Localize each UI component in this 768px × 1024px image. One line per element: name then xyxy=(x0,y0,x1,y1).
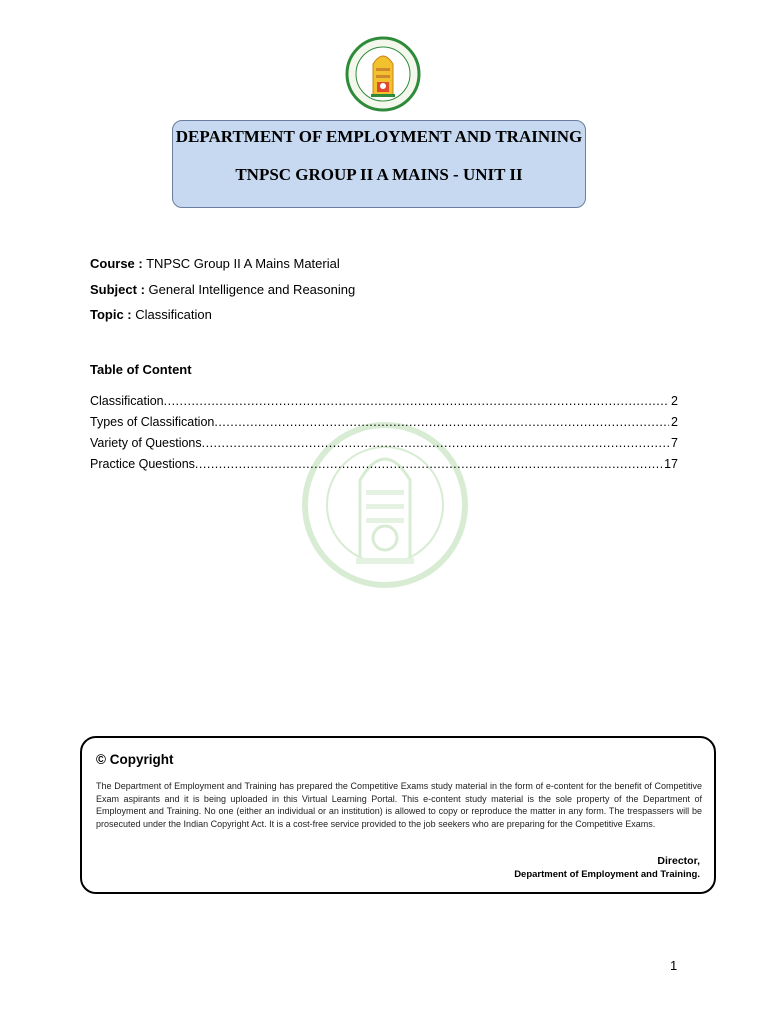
toc-item-page: 7 xyxy=(671,436,678,450)
tamil-nadu-emblem-icon xyxy=(343,36,423,112)
signature-organization: Department of Employment and Training. xyxy=(514,869,700,880)
topic-value: Classification xyxy=(131,307,212,322)
subject-value: General Intelligence and Reasoning xyxy=(144,282,356,297)
unit-title: TNPSC GROUP II A MAINS - UNIT II xyxy=(235,165,523,184)
topic-line xyxy=(90,307,212,322)
toc-leader-dots xyxy=(164,394,669,408)
toc-leader-dots xyxy=(202,436,669,450)
page-number: 1 xyxy=(670,958,678,973)
copyright-title: © Copyright xyxy=(96,752,174,767)
subject-label: Subject : xyxy=(90,282,145,297)
course-value: TNPSC Group II A Mains Material xyxy=(142,256,340,271)
department-title: DEPARTMENT OF EMPLOYMENT AND TRAINING xyxy=(175,127,583,146)
topic-label: Topic : xyxy=(90,307,132,322)
toc-item-page: 17 xyxy=(664,457,678,471)
title-box xyxy=(172,120,586,208)
toc-heading: Table of Content xyxy=(90,362,192,377)
subject-line xyxy=(90,282,355,297)
toc-item-page: 2 xyxy=(671,394,678,408)
toc-item[interactable] xyxy=(90,415,678,429)
toc-leader-dots xyxy=(195,457,662,471)
copyright-box xyxy=(80,736,716,894)
toc-item-label: Variety of Questions xyxy=(90,436,202,450)
copyright-text: The Department of Employment and Training has prepared the Competitive Exams study material in the form of e-content for the benefit of Competitive Exam aspirants and it is being uploaded in this Virtual Learning Portal. This e-content study material is the sole property of the Department of Employment and Training. No one (either an individual or an institution) is allowed to copy or reproduce the matter in any form. The trespassers will be prosecuted under the Indian Copyright Act. It is a cost-free service provided to the job seekers who are preparing for the Competitive Exams. xyxy=(96,781,702,829)
toc-item[interactable] xyxy=(90,436,678,450)
toc-item-label: Types of Classification xyxy=(90,415,215,429)
toc-item-label: Classification xyxy=(90,394,164,408)
toc-leader-dots xyxy=(214,415,669,429)
course-line xyxy=(90,256,340,271)
toc-item-label: Practice Questions xyxy=(90,457,195,471)
toc-item[interactable] xyxy=(90,394,678,408)
toc-item[interactable] xyxy=(90,457,678,471)
toc-item-page: 2 xyxy=(671,415,678,429)
signature-title: Director, xyxy=(657,855,700,867)
course-label: Course : xyxy=(90,256,143,271)
